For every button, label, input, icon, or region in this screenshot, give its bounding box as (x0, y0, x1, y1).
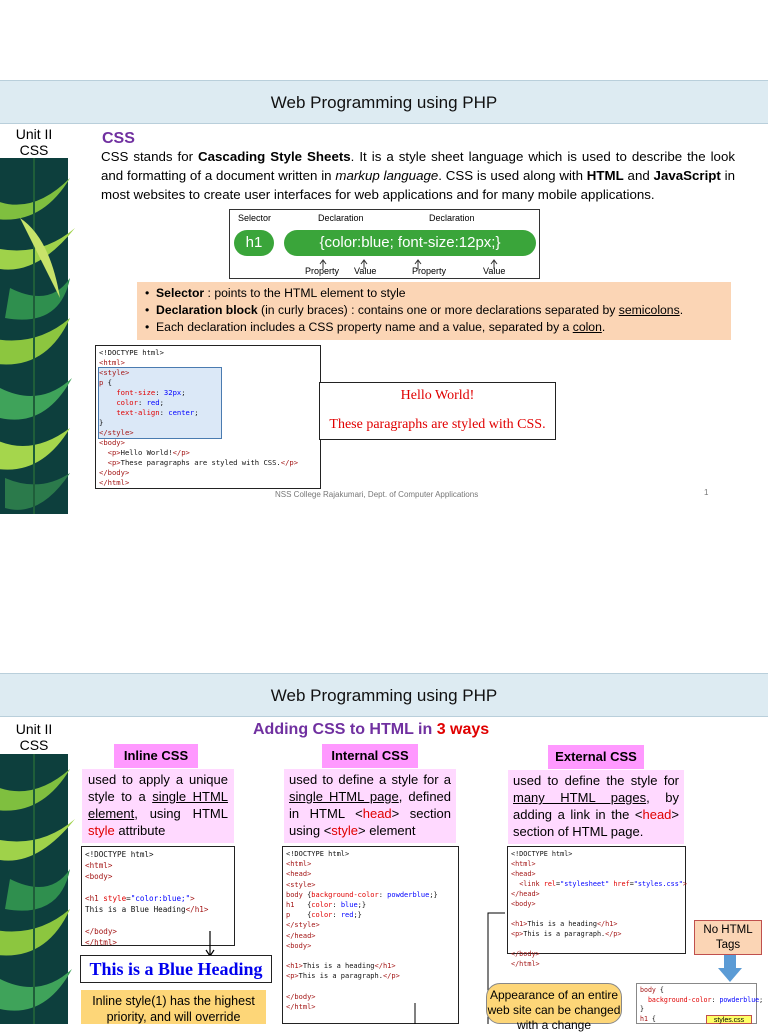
desc-text: > element (358, 823, 416, 838)
desc-underline: single HTML element (88, 789, 229, 821)
slide-1 (0, 80, 768, 514)
diagram-selector-pill: h1 (234, 230, 274, 256)
output-line-2: These paragraphs are styled with CSS. (329, 417, 546, 432)
arrow-down-icon (717, 955, 743, 983)
desc-text: attribute (114, 823, 166, 838)
slide-2 (0, 673, 768, 1032)
internal-css-description (284, 769, 456, 843)
bullet-text: . (679, 303, 684, 317)
leaf-decoration (0, 754, 68, 1024)
desc-red: head (642, 807, 672, 822)
unit-label (0, 721, 68, 753)
diagram-label-property: Property (305, 266, 340, 276)
unit-line-1: Unit II (15, 721, 53, 737)
diagram-arrows (230, 256, 541, 266)
no-html-tags-note (694, 920, 762, 955)
desc-text: > section using < (289, 806, 451, 838)
diagram-label-selector: Selector (238, 213, 272, 223)
diagram-label-value: Value (354, 266, 377, 276)
intro-paragraph (101, 147, 735, 204)
external-css-label: External CSS (548, 745, 644, 769)
intro-italic: markup language (335, 168, 439, 183)
bullet-bold: Declaration block (156, 303, 258, 317)
internal-code-sample: <!DOCTYPE html> <html> <head> <style> body {background-color: powderblue;} h1 {color: blue;} p {color: red;} </style> </head> <body> <h1>This is a heading</h1> <p>This is a paragraph.</p> </body> </html> (282, 846, 459, 1024)
bullet-text: . (601, 320, 606, 334)
desc-text: > section of HTML page. (513, 807, 679, 839)
desc-text: used to apply a unique style to a (88, 772, 228, 804)
inline-code-sample: <!DOCTYPE html> <html> <body> <h1 style="color:blue;"> This is a Blue Heading</h1> </body> </html> (81, 846, 235, 946)
internal-css-label: Internal CSS (322, 744, 418, 768)
note-text: Inline style(1) has the highest priority, and will override (92, 994, 255, 1024)
bullet-underline: colon (572, 320, 602, 334)
desc-underline: single HTML page (289, 789, 399, 804)
title-text: Adding CSS to HTML in (253, 721, 437, 738)
external-code-sample: <!DOCTYPE html> <html> <head> <link rel="stylesheet" href="styles.css"> </head> <body> <h1>This is a heading</h1> <p>This is a paragraph.</p> </body> </html> (507, 846, 686, 954)
bullet-item: • Selector : points to the HTML element to style (145, 286, 406, 300)
bullet-bold: Selector (156, 286, 205, 300)
desc-underline: many HTML pages (513, 790, 647, 805)
leaf-illustration-icon (0, 158, 68, 514)
bullet-item: • Each declaration includes a CSS property name and a value, separated by a colon. (145, 320, 606, 334)
intro-text: . CSS is used along with (438, 168, 587, 183)
stylesheet-file-sample: body { background-color: powderblue; } h1 { (636, 983, 757, 1024)
inline-css-description (82, 769, 234, 843)
blue-heading-result: This is a Blue Heading (80, 955, 272, 983)
site-appearance-callout (486, 983, 622, 1032)
diagram-declaration-pill: {color:blue; font-size:12px;} (284, 230, 536, 256)
section-title: CSS (102, 130, 135, 147)
unit-line-2: CSS (19, 737, 49, 753)
external-css-description (508, 770, 684, 844)
desc-red: style (88, 823, 115, 838)
intro-bold: Cascading Style Sheets (198, 149, 351, 164)
diagram-label-property: Property (412, 266, 447, 276)
bullet-item: • Declaration block (in curly braces) : contains one or more declarations separated by semicolons. (145, 303, 684, 317)
desc-text: , defined in HTML < (289, 789, 452, 821)
leaf-illustration-icon (0, 754, 68, 1024)
desc-text: used to define the style for (513, 773, 679, 788)
css-syntax-diagram (229, 209, 540, 279)
syntax-bullets (137, 282, 731, 340)
intro-text: CSS stands for (101, 149, 199, 164)
bullet-text: Each declaration includes a CSS property name and a value, separated by a (156, 320, 573, 334)
inline-css-label: Inline CSS (114, 744, 198, 768)
intro-bold: HTML (586, 168, 624, 183)
intro-text: in most websites to create user interfaces for web applications and for many mobile applications. (101, 168, 735, 202)
title-accent: 3 ways (436, 721, 490, 738)
intro-bold: JavaScript (653, 168, 721, 183)
desc-text: , by adding a link in the < (513, 790, 679, 822)
bullet-text: : points to the HTML element to style (204, 286, 406, 300)
slide-header: Web Programming using PHP (0, 673, 768, 717)
stylesheet-file-badge: styles.css (706, 1015, 752, 1024)
bullet-text: (in curly braces) : contains one or more declarations separated by (257, 303, 619, 317)
unit-line-2: CSS (19, 142, 49, 158)
code-sample: <!DOCTYPE html> <html> <style> p { font-size: 32px; color: red; text-align: center; } </style> <body> <p>Hello World!</p> <p>These paragraphs are styled with CSS.</p> </body> </html> (95, 345, 321, 489)
output-line-1: Hello World! (400, 388, 475, 403)
diagram-label-value: Value (483, 266, 506, 276)
desc-text: used to define a style for a (289, 772, 451, 787)
page-number: 1 (704, 488, 709, 497)
leaf-decoration (0, 158, 68, 514)
intro-text: and (623, 168, 654, 183)
inline-priority-note (81, 990, 266, 1024)
intro-text: . It is a style sheet language which is used to describe the look and formatting of a document written in (101, 149, 735, 183)
unit-line-1: Unit II (15, 126, 53, 142)
unit-label (0, 126, 68, 158)
bullet-underline: semicolons (618, 303, 680, 317)
slide-footer: NSS College Rajakumari, Dept. of Computer Applications (275, 490, 479, 499)
callout-text: Appearance of an entire web site can be changed with a change (487, 988, 621, 1032)
desc-text: , using HTML (134, 806, 228, 821)
slide-title (253, 721, 489, 739)
diagram-label-declaration: Declaration (429, 213, 475, 223)
slide-header: Web Programming using PHP (0, 80, 768, 124)
desc-red: style (331, 823, 359, 838)
desc-red: head (362, 806, 392, 821)
no-html-text: No HTML Tags (703, 924, 753, 951)
diagram-label-declaration: Declaration (318, 213, 364, 223)
rendered-output (319, 382, 556, 440)
